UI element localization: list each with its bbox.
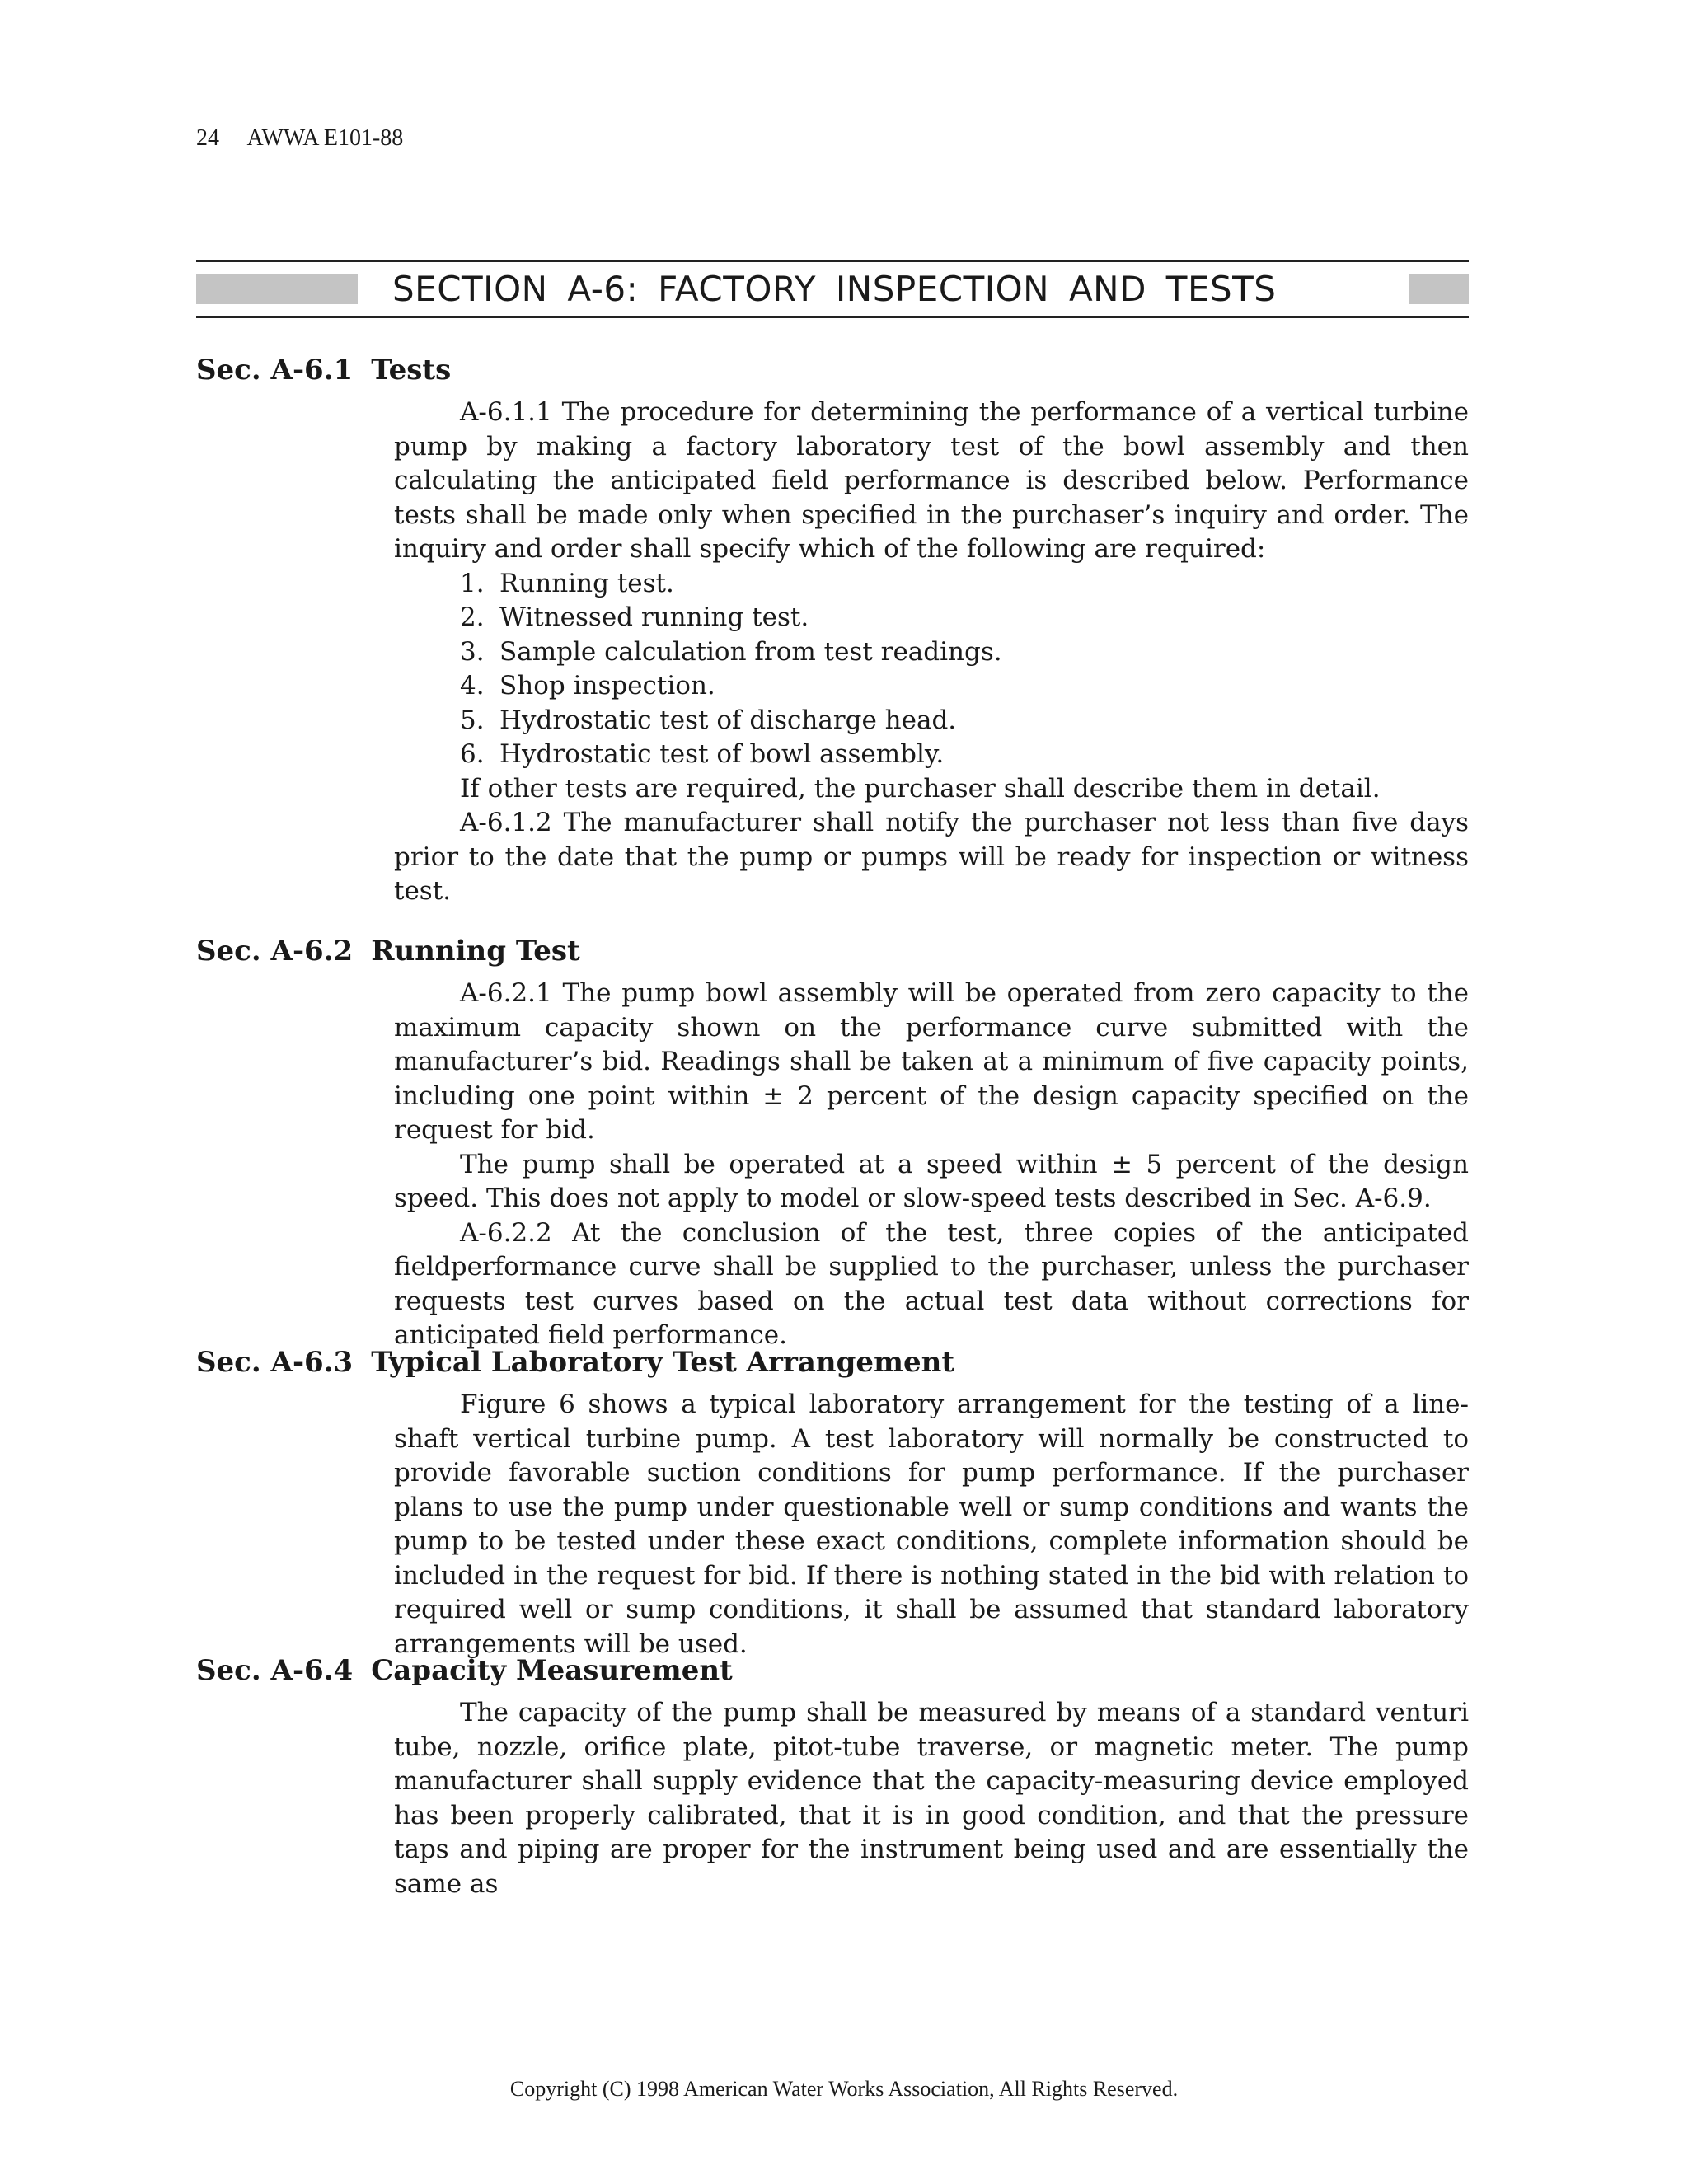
- paragraph: A-6.1.1 The procedure for determining the performance of a vertical turbine pump by making a factory laboratory test of the bowl assembly and then calculating the anticipated field performance is described below. Performance tests shall be made only when specified in the purchaser’s inquiry and order. The inquiry and order shall specify which of the following are required:: [394, 397, 1469, 564]
- section-a-6-4: [196, 1653, 1469, 1901]
- section-body: [394, 977, 1469, 1353]
- paragraph: The pump shall be operated at a speed within ± 5 percent of the design speed. This does not apply to model or slow-speed tests described in Sec. A-6.9.: [394, 1149, 1469, 1213]
- section-number: Sec. A-6.3: [196, 1346, 354, 1379]
- section-heading: [196, 353, 1469, 387]
- section-heading-title: Tests: [371, 354, 452, 387]
- list-item-number: 2.: [460, 602, 485, 632]
- list-item-number: 6.: [460, 739, 485, 769]
- list-item: [460, 635, 1469, 670]
- list-item-number: 5.: [460, 705, 485, 735]
- banner-bar-left: [196, 274, 358, 304]
- paragraph: The capacity of the pump shall be measured by means of a standard venturi tube, nozzle, orifice plate, pitot-tube traverse, or magnetic meter. The pump manufacturer shall supply evidence that the capacity-measuring device employed has been properly calibrated, that it is in good condition, and that the pressure taps and piping are proper for the instrument being used and are essentially the same as: [394, 1698, 1469, 1899]
- section-body: [394, 396, 1469, 909]
- list-item-text: Running test.: [499, 568, 674, 598]
- section-heading: [196, 1345, 1469, 1380]
- section-number: Sec. A-6.2: [196, 935, 354, 968]
- section-title: SECTION A-6: FACTORY INSPECTION AND TESTS: [392, 269, 1277, 309]
- section-a-6-3: [196, 1345, 1469, 1661]
- section-banner: [196, 260, 1469, 318]
- list-item: [460, 704, 1469, 738]
- section-heading: [196, 1653, 1469, 1688]
- document-id: AWWA E101-88: [246, 125, 404, 151]
- paragraph: Figure 6 shows a typical laboratory arrangement for the testing of a line-shaft vertical turbine pump. A test laboratory will normally be constructed to provide favorable suction conditions for pump performance. If the purchaser plans to use the pump under questionable well or sump conditions and wants the pump to be tested under these exact conditions, complete information should be included in the request for bid. If there is nothing stated in the bid with relation to required well or sump conditions, it shall be assumed that standard laboratory arrangements will be used.: [394, 1390, 1469, 1659]
- list-item: [460, 601, 1469, 635]
- list-item-text: Witnessed running test.: [499, 602, 809, 632]
- section-heading-title: Running Test: [371, 935, 580, 968]
- section-a-6-2: [196, 934, 1469, 1353]
- list-item: [460, 738, 1469, 772]
- section-heading-title: Capacity Measurement: [371, 1654, 733, 1687]
- list-item-text: Hydrostatic test of discharge head.: [499, 705, 957, 735]
- paragraph: A-6.2.1 The pump bowl assembly will be operated from zero capacity to the maximum capacity shown on the performance curve submitted with the manufacturer’s bid. Readings shall be taken at a minimum of five capacity points, including one point within ± 2 percent of the design capacity specified on the request for bid.: [394, 978, 1469, 1145]
- list-item: [460, 567, 1469, 602]
- section-heading: [196, 934, 1469, 968]
- list-item-number: 1.: [460, 568, 485, 598]
- section-body: [394, 1388, 1469, 1661]
- section-number: Sec. A-6.4: [196, 1654, 354, 1687]
- section-heading-title: Typical Laboratory Test Arrangement: [371, 1346, 955, 1379]
- list-item-text: Shop inspection.: [499, 671, 715, 701]
- running-header: [196, 125, 403, 152]
- section-number: Sec. A-6.1: [196, 354, 354, 387]
- section-body: [394, 1696, 1469, 1901]
- section-a-6-1: [196, 353, 1469, 909]
- list-item-number: 3.: [460, 636, 485, 667]
- paragraph: If other tests are required, the purchaser shall describe them in detail.: [460, 773, 1381, 804]
- list-item-text: Sample calculation from test readings.: [499, 636, 1002, 667]
- banner-bar-right: [1409, 274, 1469, 304]
- list-item: [460, 669, 1469, 704]
- requirements-list: [394, 567, 1469, 772]
- page-number: 24: [196, 125, 219, 151]
- copyright-footer: Copyright (C) 1998 American Water Works Association, All Rights Reserved.: [509, 2077, 1179, 2101]
- list-item-number: 4.: [460, 671, 485, 701]
- paragraph: A-6.2.2 At the conclusion of the test, three copies of the anticipated fieldperformance curve shall be supplied to the purchaser, unless the purchaser requests test curves based on the actual test data without corrections for anticipated field performance.: [394, 1217, 1469, 1350]
- paragraph: A-6.1.2 The manufacturer shall notify the purchaser not less than five days prior to the date that the pump or pumps will be ready for inspection or witness test.: [394, 808, 1469, 906]
- list-item-text: Hydrostatic test of bowl assembly.: [499, 739, 945, 769]
